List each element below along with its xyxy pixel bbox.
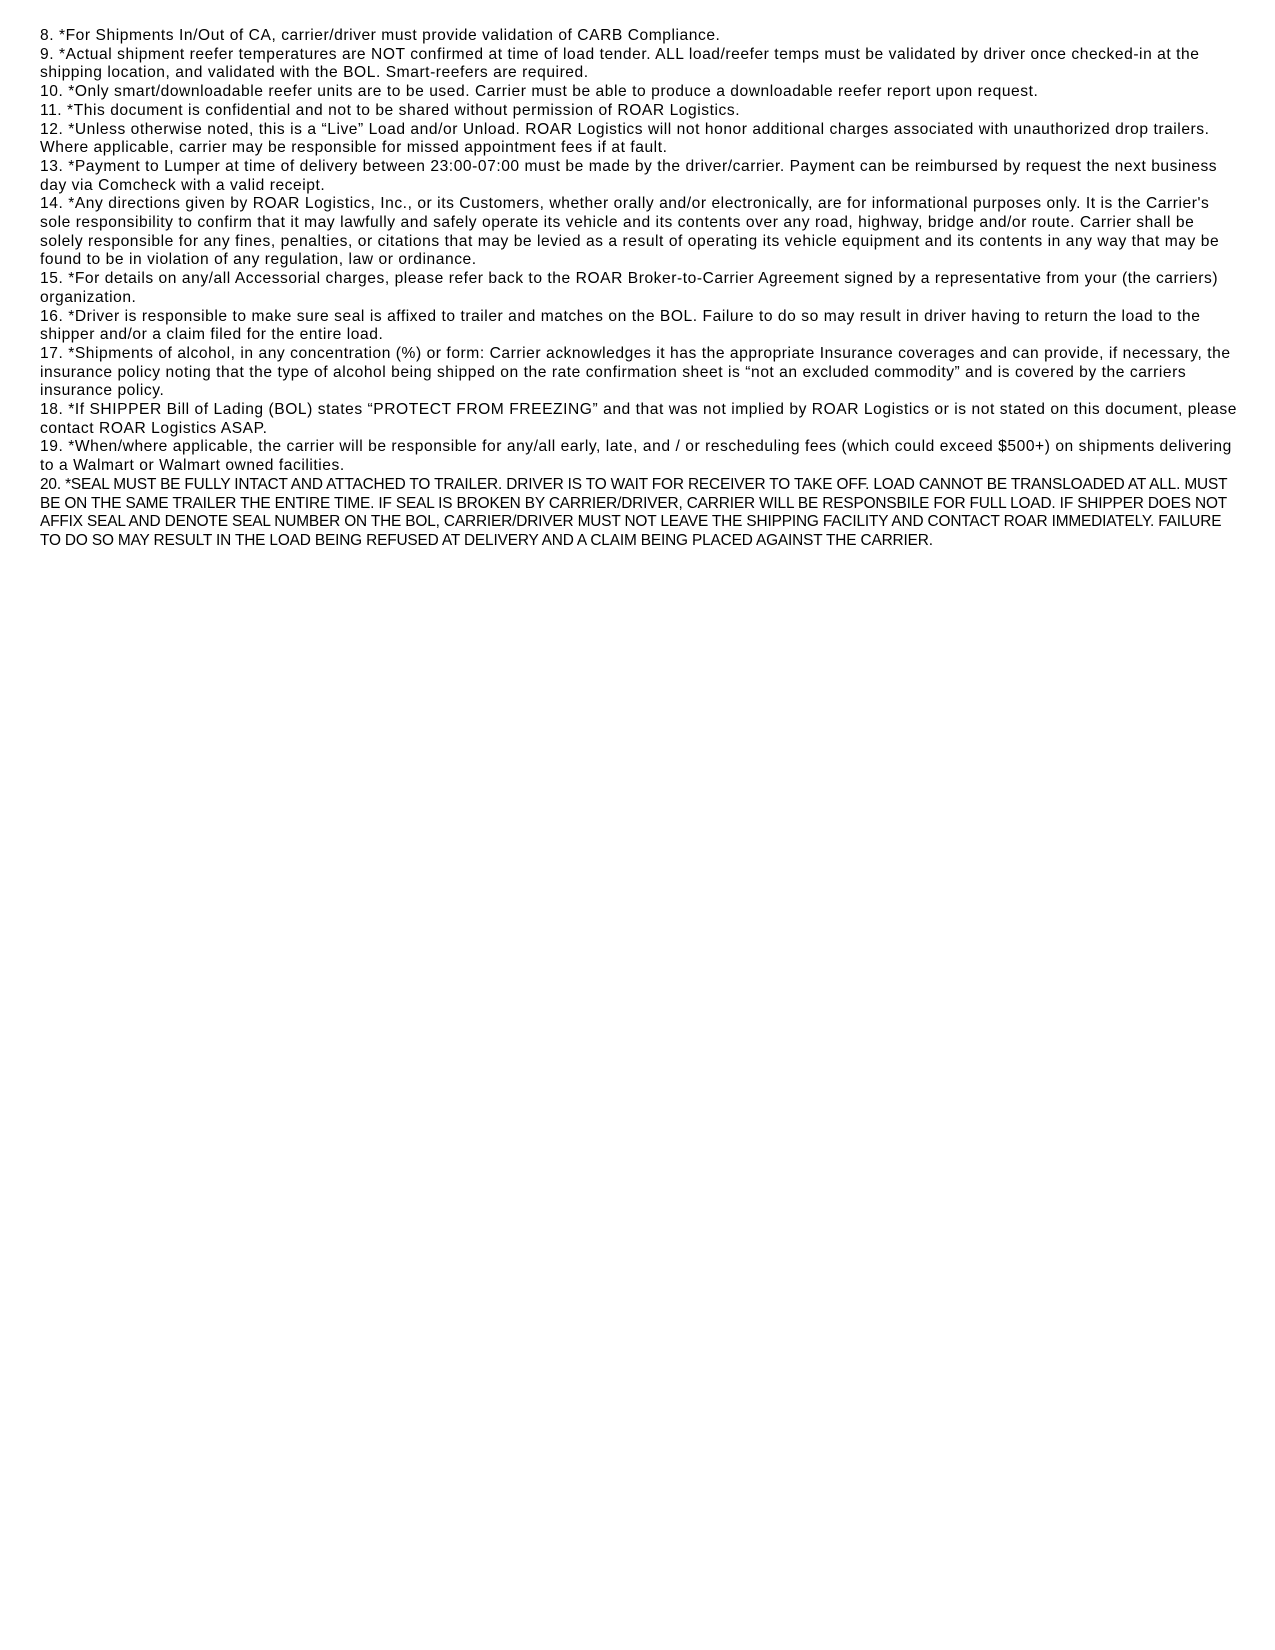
terms-page (40, 27, 1240, 551)
term-8: 8. *For Shipments In/Out of CA, carrier/driver must provide validation of CARB Compliance. (40, 27, 721, 44)
term-19: 19. *When/where applicable, the carrier will be responsible for any/all early, late, and / or rescheduling fees (which could exceed $500+) on shipments delivering to a Walmart or Walmart owned facilities. (40, 438, 1232, 475)
term-18: 18. *If SHIPPER Bill of Lading (BOL) states “PROTECT FROM FREEZING” and that was not implied by ROAR Logistics or is not stated on this document, please contact ROAR Logistics ASAP. (40, 401, 1237, 437)
term-14: 14. *Any directions given by ROAR Logistics, Inc., or its Customers, whether orally and/or electronically, are for informational purposes only. It is the Carrier's sole responsibility to confirm that it may lawfully and safely operate its vehicle and its contents over any road, highway, bridge and/or route. Carrier shall be solely responsible for any fines, penalties, or citations that may be levied as a result of operating its vehicle equipment and its contents in any way that may be found to be in violation of any regulation, law or ordinance. (40, 195, 1220, 269)
term-20: 20. *SEAL MUST BE FULLY INTACT AND ATTACHED TO TRAILER. DRIVER IS TO WAIT FOR RECEIVER TO TAKE OFF. LOAD CANNOT BE TRANSLOADED AT ALL. MUST BE ON THE SAME TRAILER THE ENTIRE TIME. IF SEAL IS BROKEN BY CARRIER/DRIVER, CARRIER WILL BE RESPONSBILE FOR FULL LOAD. IF SHIPPER DOES NOT AFFIX SEAL AND DENOTE SEAL NUMBER ON THE BOL, CARRIER/DRIVER MUST NOT LEAVE THE SHIPPING FACILITY AND CONTACT ROAR IMMEDIATELY. FAILURE TO DO SO MAY RESULT IN THE LOAD BEING REFUSED AT DELIVERY AND A CLAIM BEING PLACED AGAINST THE CARRIER. (40, 475, 1228, 549)
term-15: 15. *For details on any/all Accessorial charges, please refer back to the ROAR Broker-to-Carrier Agreement signed by a representative from your (the carriers) organization. (40, 270, 1219, 306)
term-10: 10. *Only smart/downloadable reefer units are to be used. Carrier must be able to produce a downloadable reefer report upon request. (40, 83, 1039, 101)
term-11: 11. *This document is confidential and not to be shared without permission of ROAR Logistics. (40, 101, 741, 119)
term-17: 17. *Shipments of alcohol, in any concentration (%) or form: Carrier acknowledges it has the appropriate Insurance coverages and can provide, if necessary, the insurance policy noting that the type of alcohol being shipped on the rate confirmation sheet is “not an excluded commodity” and is covered by the carriers insurance policy. (40, 344, 1231, 400)
term-16: 16. *Driver is responsible to make sure seal is affixed to trailer and matches on the BOL. Failure to do so may result in driver having to return the load to the shipper and/or a claim filed for the entire load. (40, 307, 1201, 344)
term-12: 12. *Unless otherwise noted, this is a “Live” Load and/or Unload. ROAR Logistics will not honor additional charges associated with unauthorized drop trailers. Where applicable, carrier may be responsible for missed appointment fees if at fault. (40, 120, 1210, 157)
term-9: 9. *Actual shipment reefer temperatures are NOT confirmed at time of load tender. ALL load/reefer temps must be validated by driver once checked-in at the shipping location, and validated with the BOL. Smart-reefers are required. (40, 45, 1200, 82)
term-13: 13. *Payment to Lumper at time of delivery between 23:00-07:00 must be made by the driver/carrier. Payment can be reimbursed by request the next business day via Comcheck with a valid receipt. (40, 157, 1218, 194)
